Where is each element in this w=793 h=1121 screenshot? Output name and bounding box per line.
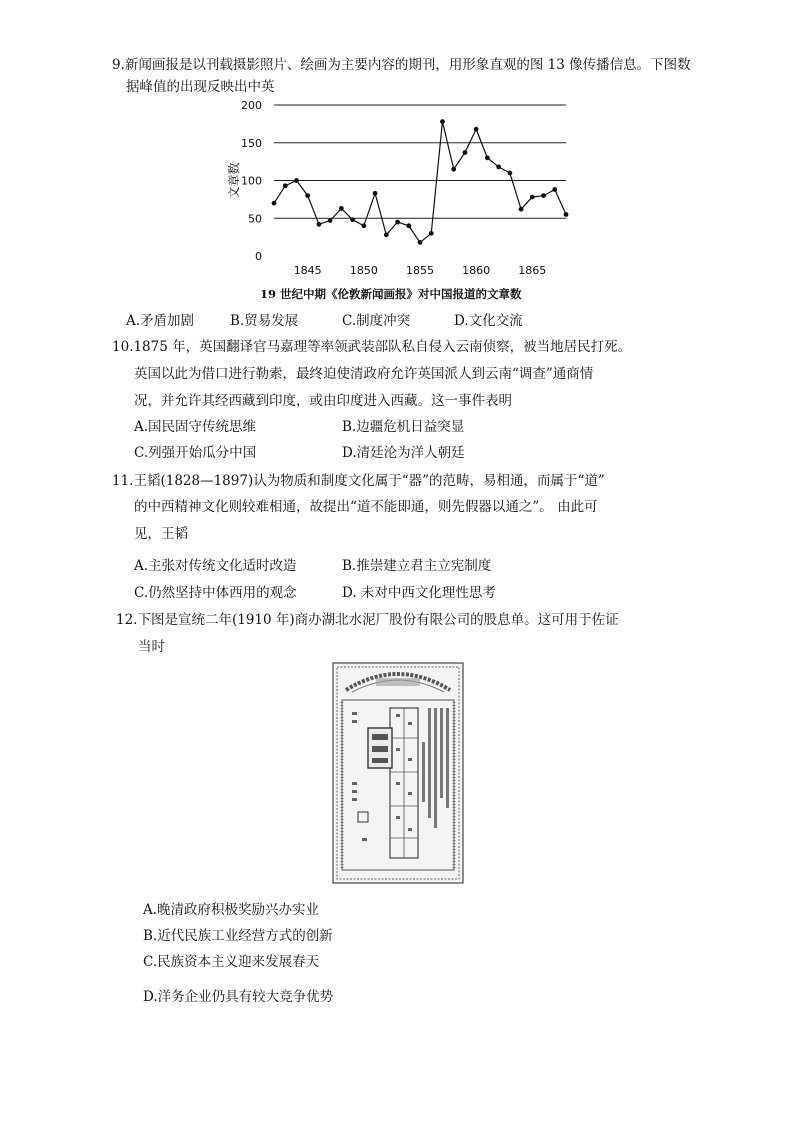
q11-option-b[interactable]: B.推崇建立君主立宪制度	[342, 558, 492, 574]
q12-option-c[interactable]: C.民族资本主义迎来发展春天	[143, 954, 320, 970]
dividend-certificate-image	[332, 662, 464, 884]
q10-option-b[interactable]: B.边疆危机日益突显	[342, 419, 465, 435]
data-point	[519, 207, 524, 212]
q12-stem-line2: 当时	[138, 639, 165, 655]
q9-option-c[interactable]: C.制度冲突	[342, 313, 411, 329]
data-point	[507, 171, 512, 176]
data-point	[361, 223, 366, 228]
q10-option-a[interactable]: A.国民固守传统思维	[134, 419, 257, 435]
q12-option-a[interactable]: A.晚清政府积极奖励兴办实业	[143, 902, 320, 918]
q12-stem-line1: 12.下图是宣统二年(1910 年)商办湖北水泥厂股份有限公司的股息单。这可用于佐证	[116, 612, 619, 628]
data-point	[463, 150, 468, 155]
x-tick-label: 1845	[293, 264, 322, 277]
chart-caption: 19 世纪中期《伦敦新闻画报》对中国报道的文章数	[260, 287, 522, 301]
data-point	[339, 206, 344, 211]
data-point	[485, 155, 490, 160]
data-point	[294, 178, 299, 183]
q10-stem-line2: 英国以此为借口进行勒索，最终迫使清政府允许英国派人到云南“调查”通商情	[134, 366, 594, 382]
data-point	[496, 165, 501, 170]
data-point	[552, 187, 557, 192]
q11-option-a[interactable]: A.主张对传统文化适时改造	[134, 558, 297, 574]
data-point	[384, 232, 389, 237]
x-tick-label: 1860	[462, 264, 491, 277]
q11-option-c[interactable]: C.仍然坚持中体西用的观念	[134, 585, 297, 601]
article-count-line-chart	[227, 92, 580, 284]
q9-option-a[interactable]: A.矛盾加剧	[126, 313, 195, 329]
y-tick-label: 150	[241, 136, 262, 150]
q9-stem-line2: 据峰值的出现反映出中英	[126, 79, 275, 95]
y-axis-label: 文章数	[227, 162, 241, 199]
data-point	[373, 191, 378, 196]
q12-option-b[interactable]: B.近代民族工业经营方式的创新	[143, 928, 333, 944]
q11-option-d[interactable]: D. 未对中西文化理性思考	[342, 585, 496, 601]
q10-stem-line3: 况，并允许其经西藏到印度，或由印度进入西藏。这一事件表明	[134, 393, 512, 409]
q10-option-c[interactable]: C.列强开始瓜分中国	[134, 445, 257, 461]
q9-option-b[interactable]: B.贸易发展	[230, 313, 299, 329]
data-point	[350, 217, 355, 222]
data-point	[429, 231, 434, 236]
data-point	[451, 167, 456, 172]
q11-stem-line1: 11.王韬(1828—1897)认为物质和制度文化属于“器”的范畴，易相通，而属于“道”	[112, 473, 605, 489]
x-tick-label: 1855	[406, 264, 434, 277]
q12-option-d[interactable]: D.洋务企业仍具有较大竞争优势	[143, 989, 334, 1005]
data-point	[406, 223, 411, 228]
data-point	[474, 127, 479, 132]
q10-stem-line1: 10.1875 年，英国翻译官马嘉理等率领武装部队私自侵入云南侦察，被当地居民打死。	[112, 339, 632, 355]
data-point	[305, 193, 310, 198]
q11-stem-line2: 的中西精神文化则较难相通，故提出“道不能即通，则先假器以通之”。 由此可	[134, 499, 598, 515]
q9-stem-line1: 9.新闻画报是以刊载摄影照片、绘画为主要内容的期刊，用形象直观的图 13 像传播信息。下图数	[112, 57, 691, 73]
data-point	[530, 195, 535, 200]
data-point	[317, 222, 322, 227]
data-point	[283, 183, 288, 188]
x-tick-label: 1850	[349, 264, 378, 277]
x-tick-label: 1865	[518, 264, 547, 277]
q11-stem-line3: 见，王韬	[134, 526, 188, 542]
data-point	[440, 119, 445, 124]
q10-option-d[interactable]: D.清廷沦为洋人朝廷	[342, 445, 465, 461]
data-point	[564, 212, 569, 217]
y-tick-label: 100	[241, 174, 262, 188]
y-tick-label: 50	[248, 212, 262, 226]
data-point	[395, 220, 400, 225]
data-point	[328, 218, 333, 223]
q9-option-d[interactable]: D.文化交流	[454, 313, 523, 329]
data-point	[272, 201, 277, 206]
data-point	[541, 193, 546, 198]
y-tick-label: 200	[241, 99, 262, 112]
y-tick-label: 0	[255, 250, 262, 263]
data-point	[418, 240, 423, 245]
